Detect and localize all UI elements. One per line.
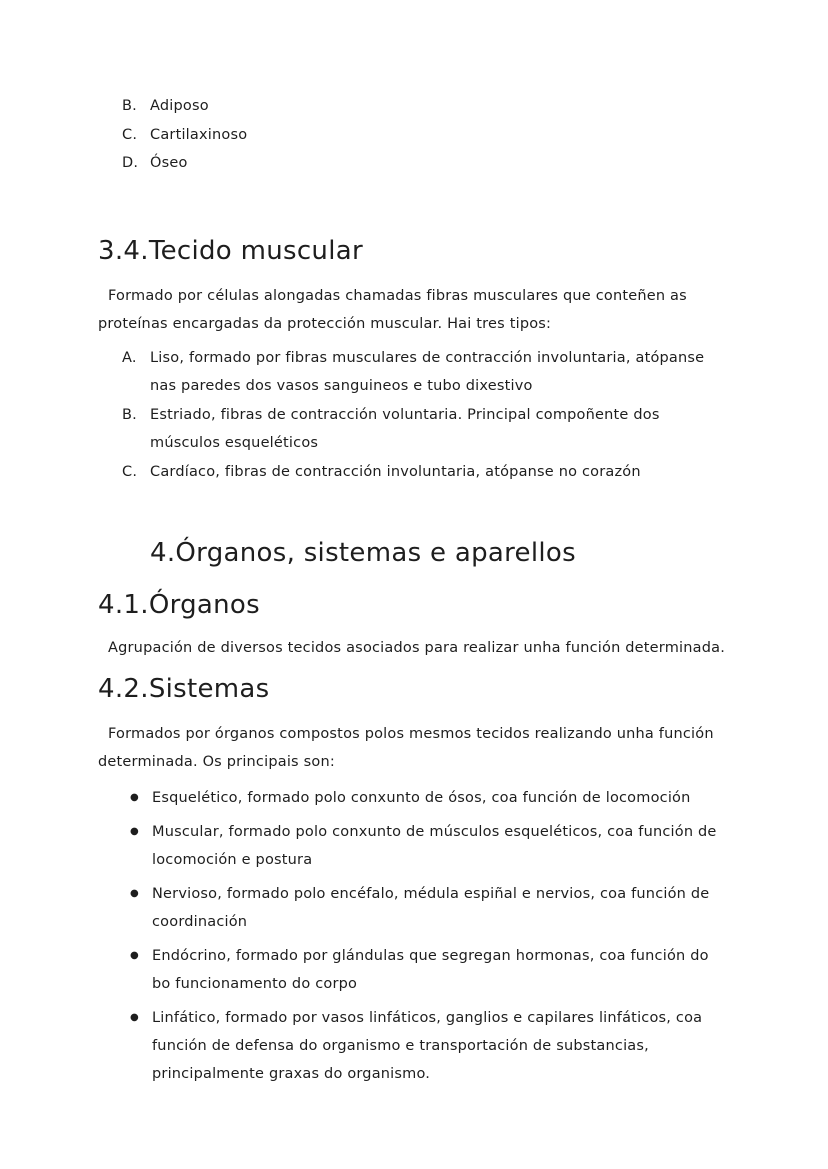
list-item <box>130 942 732 998</box>
list-marker: B. <box>122 98 137 114</box>
list-item-text: Nervioso, formado polo encéfalo, médula espiñal e nervios, coa función de coordinación <box>152 886 710 930</box>
list-item-text: Liso, formado por fibras musculares de contracción involuntaria, atópanse nas paredes dos vasos sanguineos e tubo dixestivo <box>150 349 705 394</box>
list-marker: A. <box>122 349 137 366</box>
list-item <box>130 818 732 874</box>
list-item-text: Cartilaxinoso <box>150 126 248 143</box>
list-item-text: Estriado, fibras de contracción voluntaria. Principal compoñente dos músculos esqueléticos <box>150 406 660 451</box>
section-heading-4-1: 4.1.Órganos <box>98 590 260 620</box>
list-item <box>130 784 732 812</box>
list-marker: C. <box>122 463 138 480</box>
list-item <box>122 458 732 487</box>
systems-bullet-list <box>130 784 732 1088</box>
bullet-icon: ● <box>130 792 139 803</box>
list-item <box>122 121 732 150</box>
list-item <box>122 401 732 458</box>
list-item <box>130 880 732 936</box>
bullet-icon: ● <box>130 1012 139 1023</box>
list-item <box>122 344 732 401</box>
list-item-text: Linfático, formado por vasos linfáticos, ganglios e capilares linfáticos, coa función de defensa do organismo e transportación de substancias, principalmente graxas do organismo. <box>152 1010 703 1082</box>
list-item <box>122 92 732 121</box>
bullet-icon: ● <box>130 826 139 837</box>
section-heading-4-2: 4.2.Sistemas <box>98 674 270 704</box>
list-marker: B. <box>122 406 137 423</box>
section-heading-3-4: 3.4.Tecido muscular <box>98 235 363 266</box>
tissue-types-list-continued <box>122 92 732 178</box>
section-4-2-intro: Formados por órganos compostos polos mesmos tecidos realizando unha función determinada. Os principais son: <box>98 726 714 770</box>
list-item-text: Óseo <box>150 155 188 171</box>
list-item <box>122 149 732 178</box>
list-marker: C. <box>122 126 138 143</box>
list-item-text: Muscular, formado polo conxunto de músculos esqueléticos, coa función de locomoción e postura <box>152 824 717 868</box>
section-4-1-body: Agrupación de diversos tecidos asociados para realizar unha función determinada. <box>108 640 726 656</box>
bullet-icon: ● <box>130 888 139 899</box>
section-3-4-intro: Formado por células alongadas chamadas fibras musculares que conteñen as proteínas encargadas da protección muscular. Hai tres tipos: <box>98 287 687 332</box>
list-item-text: Cardíaco, fibras de contracción involuntaria, atópanse no corazón <box>150 463 641 480</box>
list-item-text: Esquelético, formado polo conxunto de ósos, coa función de locomoción <box>152 790 691 806</box>
list-item <box>130 1004 732 1088</box>
list-item-text: Adiposo <box>150 98 209 114</box>
list-marker: D. <box>122 155 139 171</box>
bullet-icon: ● <box>130 950 139 961</box>
list-item-text: Endócrino, formado por glándulas que segregan hormonas, coa función do bo funcionamento do corpo <box>152 948 709 992</box>
muscle-types-list <box>122 344 732 487</box>
section-heading-4: 4.Órganos, sistemas e aparellos <box>150 538 576 568</box>
